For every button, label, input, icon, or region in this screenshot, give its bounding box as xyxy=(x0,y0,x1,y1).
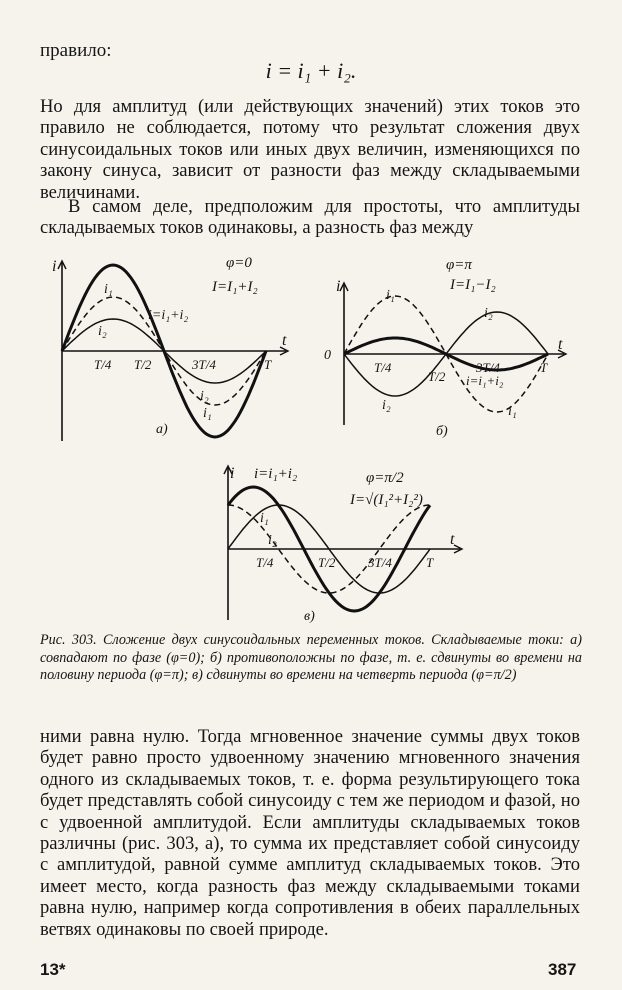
figure-a-label-i2: i₂ xyxy=(98,324,107,339)
figure-a xyxy=(48,255,308,445)
paragraph-2: В самом деле, предположим для простоты, что амплитуды складываемых токов одинаковы, а разность фаз между xyxy=(40,196,580,239)
figure-a-tick-t2: T/2 xyxy=(134,357,152,372)
figure-a-tick-t4: T/4 xyxy=(94,357,112,372)
figure-c-label-i1: i₁ xyxy=(260,511,269,526)
figure-c xyxy=(220,460,480,628)
paragraph-3: ними равна нулю. Тогда мгновенное значение суммы двух токов будет равно просто удвоенному значению мгновенного значения одного из складываемых токов, т. е. форма результирующего тока будет представлять собой синусоиду с тем же периодом и фазой, но с удвоенной амплитудой. Если амплитуды складываемых токов различны (рис. 303, а), то сумма их представляет собой синусоиду с амплитудой, равной сумме амплитуд складываемых токов. Это имеет место, когда разность фаз между складываемыми токами равна нулю, например когда сопротивления в обеих параллельных ветвях одинаковы по своей природе. xyxy=(40,726,580,940)
figure-c-amplitude: I=√(I₁²+I₂²) xyxy=(350,492,423,508)
figure-b-tag: б) xyxy=(436,424,448,439)
figure-a-tick-3t4: 3T/4 xyxy=(192,357,216,372)
figure-c-axis-i: i xyxy=(230,465,235,482)
figure-c-tick-t: T xyxy=(426,555,434,570)
paragraph-1: Но для амплитуд (или действующих значений) этих токов это правило не соблюдается, потому что результат сложения двух синусоидальных токов или иных двух величин, изменяющихся по закону синуса, зависит от разности фаз между складываемыми величинами. xyxy=(40,96,580,203)
page-number: 387 xyxy=(548,960,577,979)
figure-b-amplitude: I=I₁−I₂ xyxy=(450,277,496,293)
lead-word: правило: xyxy=(40,40,112,61)
figure-c-label-i2: i₂ xyxy=(268,533,277,548)
figure-a-amplitude: I=I₁+I₂ xyxy=(212,279,258,295)
figure-b-label-i1: i₁ xyxy=(386,288,395,303)
figure-b-tick-3t4: 3T/4 xyxy=(476,360,500,375)
signature-mark: 13* xyxy=(40,960,66,979)
figure-b-axis-i: i xyxy=(336,278,341,295)
figure-c-label-sum: i=i₁+i₂ xyxy=(254,466,298,482)
figure-a-phase: φ=0 xyxy=(226,255,252,271)
figure-a-tick-t: T xyxy=(264,357,272,372)
figure-b-label-i2: i₂ xyxy=(484,306,493,321)
sum-formula: i = i₁ + i₂. xyxy=(265,58,357,83)
figure-b-label-sum: i=i₁+i₂ xyxy=(466,373,504,388)
figure-a-label-i1-low: i₁ xyxy=(203,406,212,421)
figure-a-axis-i: i xyxy=(52,258,57,275)
figure-a-label-i2-low: i₂ xyxy=(200,389,209,404)
figure-a-plot xyxy=(48,255,308,445)
figure-b-phase: φ=π xyxy=(446,257,472,273)
figure-b-axis-t: t xyxy=(558,336,563,353)
figure-c-plot xyxy=(220,460,480,628)
figure-b-tick-t4: T/4 xyxy=(374,360,392,375)
figure-c-tick-t4: T/4 xyxy=(256,555,274,570)
figure-b xyxy=(318,255,578,445)
figure-c-tick-3t4: 3T/4 xyxy=(368,555,392,570)
figure-a-label-sum: i=i₁+i₂ xyxy=(148,308,189,323)
figure-b-label-i1-low: i₁ xyxy=(508,404,517,419)
figure-b-plot xyxy=(318,255,578,445)
figure-b-label-i2-low: i₂ xyxy=(382,398,391,413)
figure-caption: Рис. 303. Сложение двух синусоидальных переменных токов. Складываемые токи: а) совпадают по фазе (φ=0); б) противоположны по фазе, т. е. сдвинуты во времени на половину периода (φ=π); в) сдвинуты во времени на четверть периода (φ=π/2) xyxy=(40,632,582,684)
figure-b-tick-t2: T/2 xyxy=(428,369,446,384)
figure-c-axis-t: t xyxy=(450,531,455,548)
figure-a-tag: а) xyxy=(156,422,168,437)
figure-c-tag: в) xyxy=(304,609,315,624)
figure-a-label-i1: i₁ xyxy=(104,282,113,297)
figure-b-tick-t: T xyxy=(540,360,548,375)
figure-b-origin: 0 xyxy=(324,348,331,363)
figure-c-phase: φ=π/2 xyxy=(366,470,404,486)
figure-b-axes xyxy=(340,283,566,425)
figure-a-axis-t: t xyxy=(282,332,287,349)
figure-c-tick-t2: T/2 xyxy=(318,555,336,570)
